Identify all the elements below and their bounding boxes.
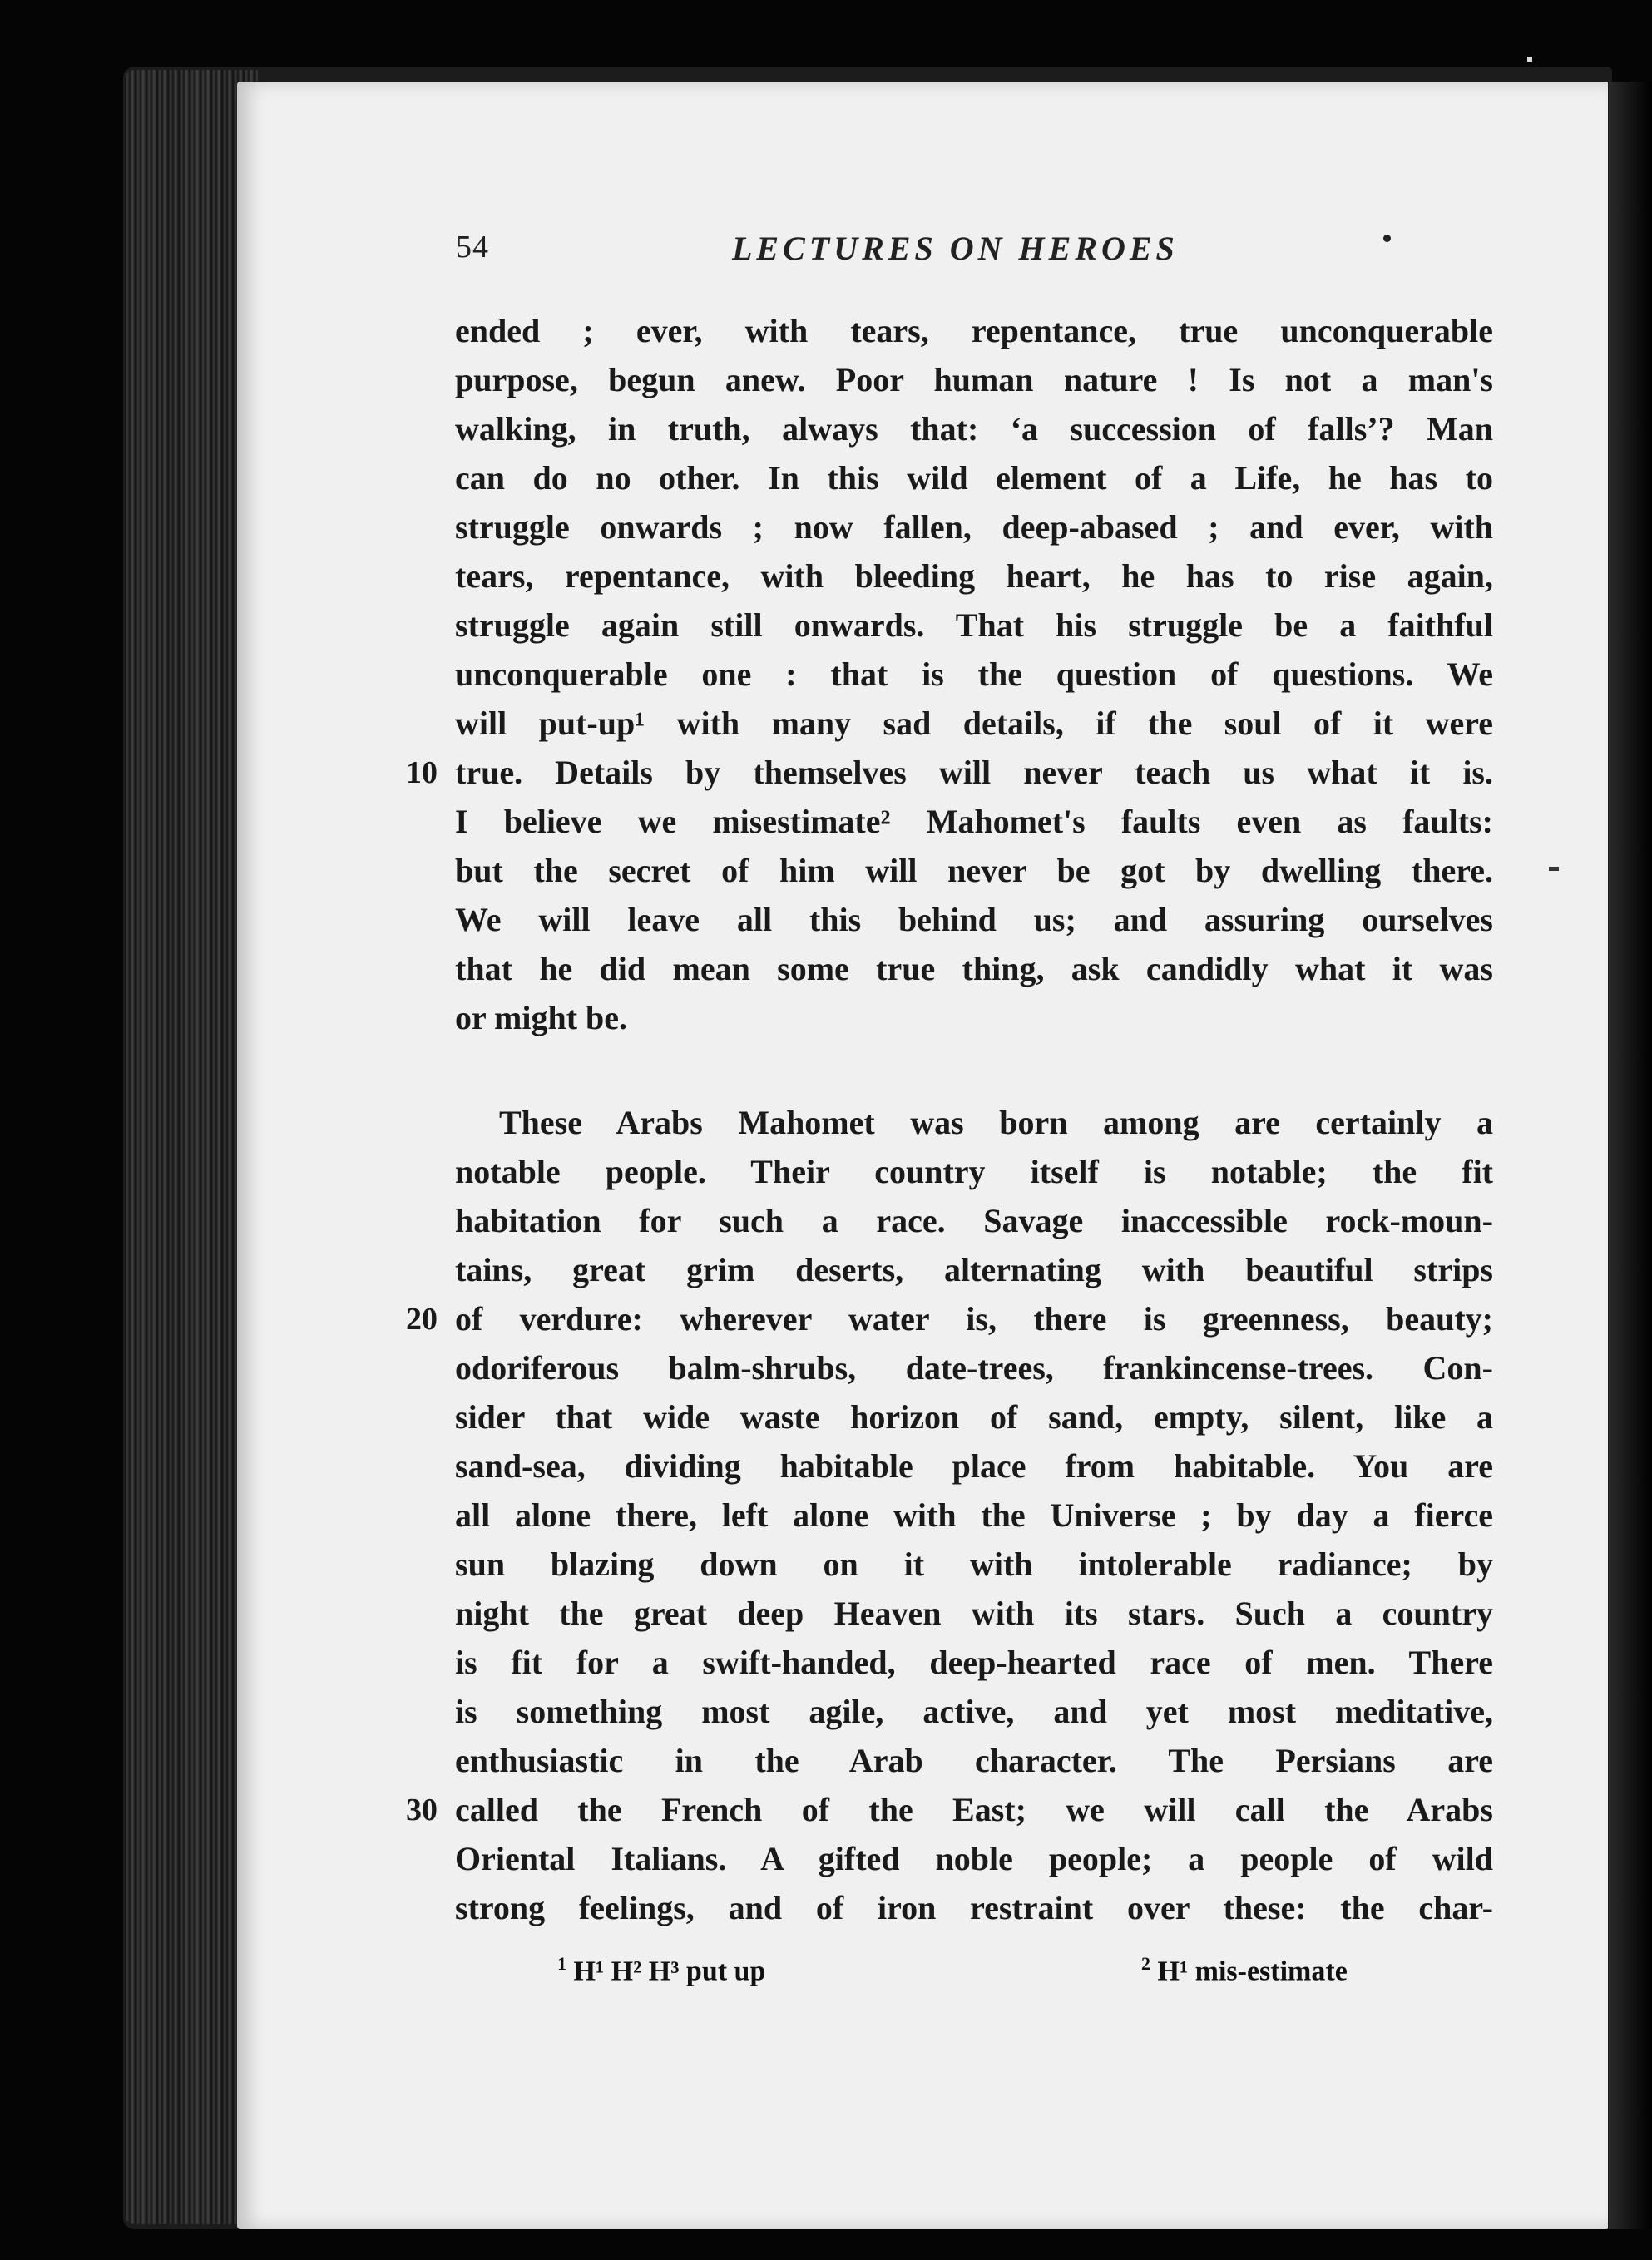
text-line: strong feelings, and of iron restraint over these: the char- bbox=[455, 1889, 1493, 1926]
text-line: struggle onwards ; now fallen, deep-abased ; and ever, with bbox=[455, 508, 1493, 546]
text-line: struggle again still onwards. That his struggle be a faithful bbox=[455, 606, 1493, 644]
text-line: unconquerable one : that is the question of questions. We bbox=[455, 655, 1493, 693]
text-line: is fit for a swift-handed, deep-hearted race of men. There bbox=[455, 1644, 1493, 1681]
text-line: sider that wide waste horizon of sand, empty, silent, like a bbox=[455, 1398, 1493, 1436]
text-line: tears, repentance, with bleeding heart, he has to rise again, bbox=[455, 557, 1493, 595]
header-dot bbox=[1383, 235, 1391, 242]
text-line: but the secret of him will never be got by dwelling there. bbox=[455, 852, 1493, 889]
text-line: or might be. bbox=[455, 999, 628, 1036]
text-line: tains, great grim deserts, alternating with beautiful strips bbox=[455, 1251, 1493, 1288]
text-line: called the French of the East; we will call the Arabs bbox=[455, 1791, 1493, 1828]
text-line: Oriental Italians. A gifted noble people; a people of wild bbox=[455, 1840, 1493, 1877]
footnote-marker: 2 bbox=[1141, 1953, 1150, 1974]
text-line: odoriferous balm-shrubs, date-trees, frankincense-trees. Con- bbox=[455, 1349, 1493, 1387]
text-line: sand-sea, dividing habitable place from habitable. You are bbox=[455, 1447, 1493, 1485]
text-line: habitation for such a race. Savage inaccessible rock-moun- bbox=[455, 1202, 1493, 1239]
line-number: 10 bbox=[406, 755, 438, 790]
text-line: We will leave all this behind us; and assuring ourselves bbox=[455, 901, 1493, 938]
text-line: true. Details by themselves will never teach us what it is. bbox=[455, 754, 1493, 791]
text-line: walking, in truth, always that: ‘a succession of falls’? Man bbox=[455, 410, 1493, 448]
text-line: that he did mean some true thing, ask candidly what it was bbox=[455, 950, 1493, 987]
page-right-shadow bbox=[1609, 82, 1652, 2229]
text-line: of verdure: wherever water is, there is greenness, beauty; bbox=[455, 1300, 1493, 1338]
running-title: LECTURES ON HEROES bbox=[732, 230, 1179, 267]
footnote-1 bbox=[557, 1943, 765, 1992]
text-line: ended ; ever, with tears, repentance, true unconquerable bbox=[455, 312, 1493, 349]
text-line: purpose, begun anew. Poor human nature ! Is not a man's bbox=[455, 361, 1493, 398]
text-line: notable people. Their country itself is notable; the fit bbox=[455, 1153, 1493, 1190]
footnote-text: H¹ H² H³ put up bbox=[573, 1956, 766, 1987]
text-line: all alone there, left alone with the Universe ; by day a fierce bbox=[455, 1496, 1493, 1534]
line-number: 30 bbox=[406, 1793, 438, 1827]
text-line: These Arabs Mahomet was born among are certainly a bbox=[499, 1104, 1493, 1141]
text-line: is something most agile, active, and yet most meditative, bbox=[455, 1693, 1493, 1730]
text-line: will put-up¹ with many sad details, if the soul of it were bbox=[455, 705, 1493, 742]
footnote-2 bbox=[1141, 1943, 1348, 1992]
line-number: 20 bbox=[406, 1302, 438, 1337]
text-line: can do no other. In this wild element of a Life, he has to bbox=[455, 459, 1493, 497]
text-line: I believe we misestimate² Mahomet's faults even as faults: bbox=[455, 803, 1493, 840]
text-line: night the great deep Heaven with its stars. Such a country bbox=[455, 1595, 1493, 1632]
text-line: sun blazing down on it with intolerable radiance; by bbox=[455, 1545, 1493, 1583]
text-line: enthusiastic in the Arab character. The Persians are bbox=[455, 1742, 1493, 1779]
scan-speck bbox=[1527, 57, 1532, 62]
page-number: 54 bbox=[456, 230, 489, 265]
scan-speck bbox=[1549, 867, 1559, 871]
footnote-text: H¹ mis-estimate bbox=[1157, 1956, 1348, 1987]
footnote-marker: 1 bbox=[557, 1953, 566, 1974]
